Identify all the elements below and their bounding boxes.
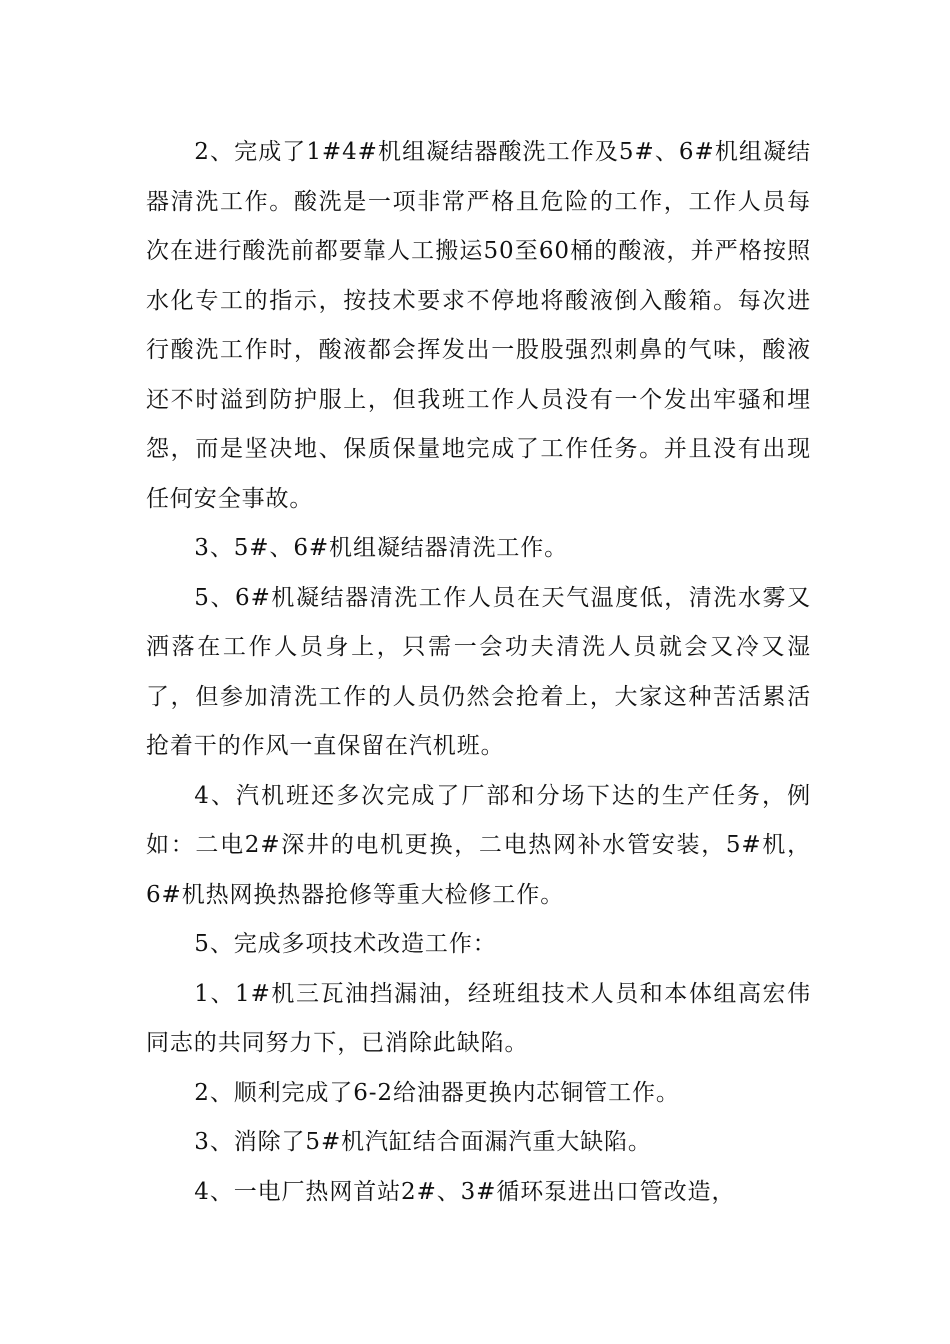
paragraph-improvement-2: 2、顺利完成了6-2给油器更换内芯铜管工作。 [194, 1079, 680, 1106]
paragraph-tech-improvements-heading: 5、完成多项技术改造工作： [194, 931, 497, 957]
paragraph-acid-cleaning: 2、完成了1#4#机组凝结器酸洗工作及5#、6#机组凝结器清洗工作。酸洗是一项非常严格且危险的工作，工作人员每次在进行酸洗前都要靠人工搬运50至60桶的酸液，并严格按照水化专工的指示，按技术要求不停地将酸液倒入酸箱。每次进行酸洗工作时，酸液都会挥发出一股股强烈刺鼻的气味，酸液还不时溢到防护服上，但我班工作人员没有一个发出牢骚和埋怨，而是坚决地、保质保量地完成了工作任务。并且没有出现任何安全事故。 [146, 139, 811, 512]
paragraph-condenser-cleaning-detail: 5、6#机凝结器清洗工作人员在天气温度低，清洗水雾又洒落在工作人员身上，只需一会功夫清洗人员就会又冷又湿了，但参加清洗工作的人员仍然会抢着上，大家这种苦活累活抢着干的作风一直保留在汽机班。 [146, 584, 811, 759]
paragraph-improvement-1: 1、1#机三瓦油挡漏油，经班组技术人员和本体组高宏伟同志的共同努力下，已消除此缺陷。 [146, 980, 811, 1056]
paragraph-improvement-4: 4、一电厂热网首站2#、3#循环泵进出口管改造， [194, 1178, 736, 1205]
paragraph-improvement-3: 3、消除了5#机汽缸结合面漏汽重大缺陷。 [194, 1129, 652, 1155]
paragraph-condenser-cleaning-title: 3、5#、6#机组凝结器清洗工作。 [194, 535, 569, 561]
document-body [146, 128, 811, 1217]
paragraph-production-tasks: 4、汽机班还多次完成了厂部和分场下达的生产任务，例如：二电2#深井的电机更换，二电热网补水管安装，5#机，6#机热网换热器抢修等重大检修工作。 [146, 782, 811, 908]
